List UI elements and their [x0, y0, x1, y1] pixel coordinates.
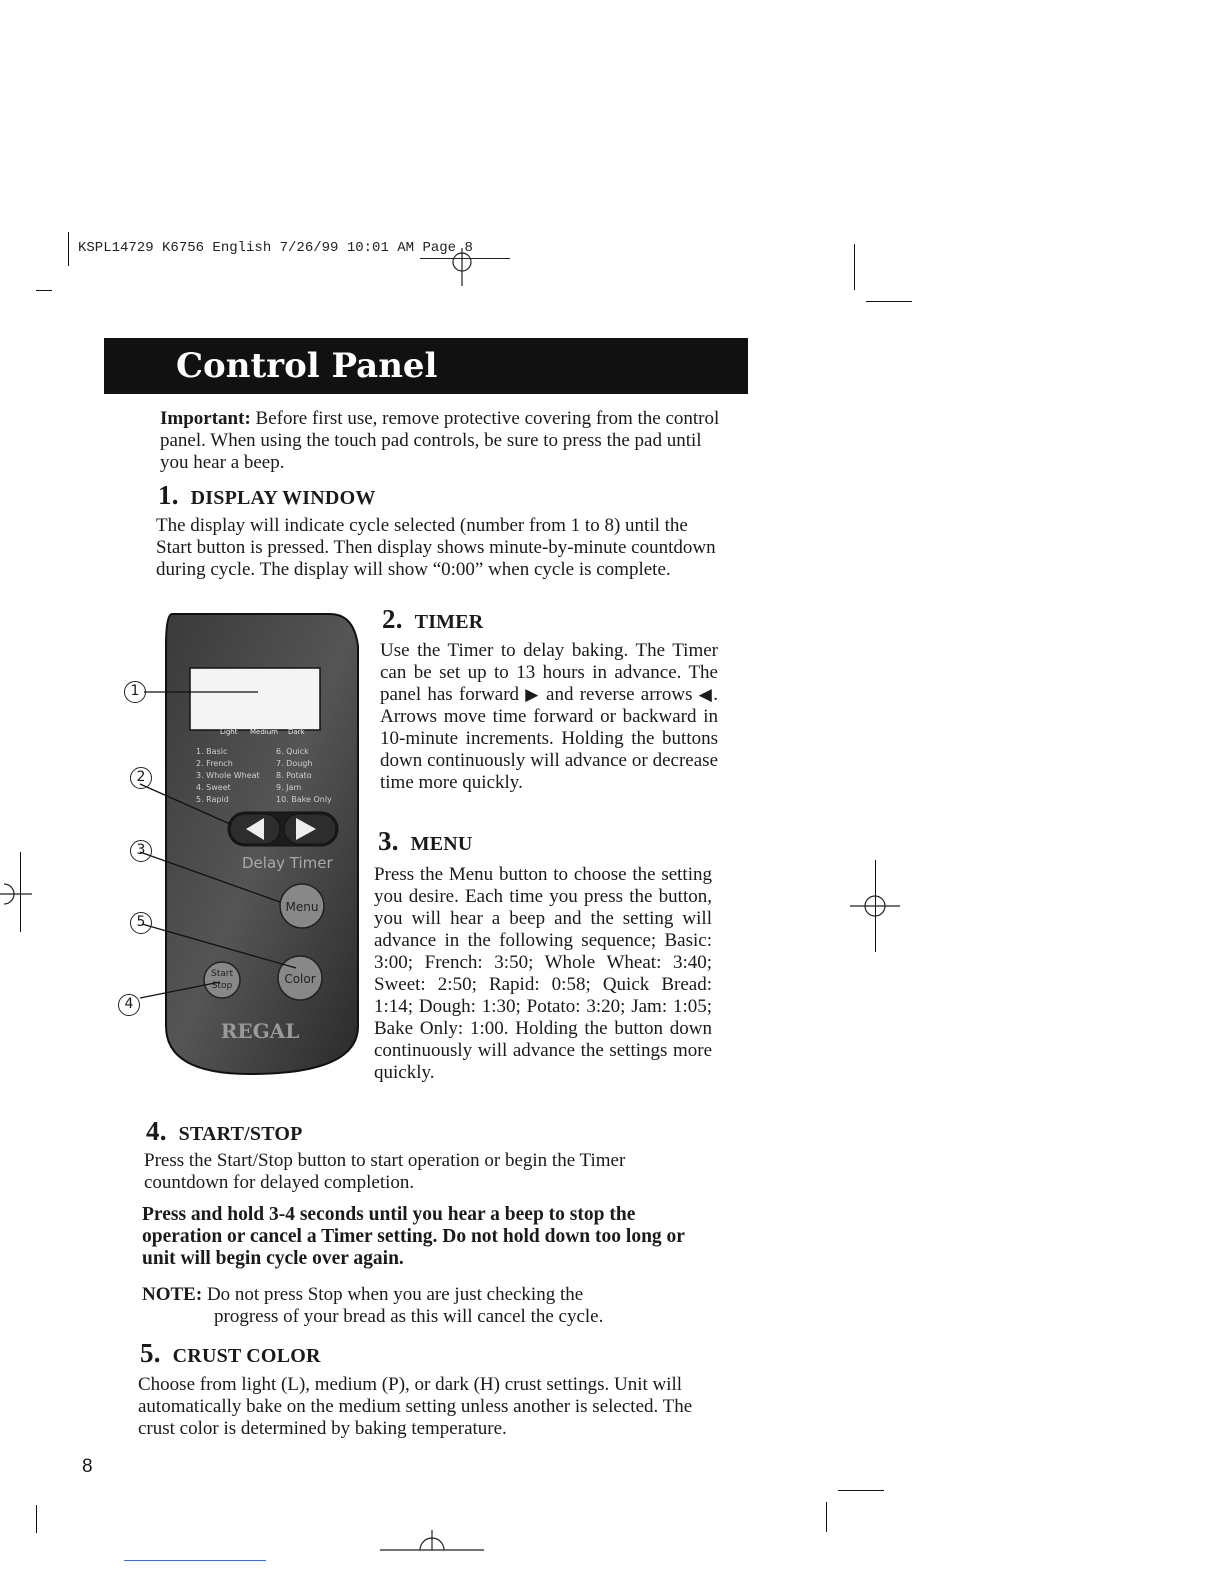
crop-mark: [866, 301, 912, 302]
menu-list-item: 9. Jam: [276, 783, 302, 792]
section-title: MENU: [410, 833, 473, 855]
menu-list-item: 8. Potato: [276, 771, 312, 780]
callout-5: 5: [130, 912, 152, 934]
section-heading-timer: [382, 604, 483, 635]
section-heading-start-stop: [146, 1116, 303, 1147]
crop-mark: [838, 1490, 884, 1491]
important-text: Before first use, remove protective covering from the control panel. When using the touch pad controls, be sure to press the pad until you hear a beep.: [160, 408, 720, 473]
title-banner: [104, 338, 748, 394]
crust-label-light: Light: [220, 728, 238, 736]
page-title: Control Panel: [176, 346, 438, 386]
reverse-arrow-icon: ◀: [698, 685, 714, 705]
section-number: 2.: [382, 604, 403, 634]
callout-3: 3: [130, 840, 152, 862]
important-label: Important:: [160, 408, 251, 429]
menu-list-item: 7. Dough: [276, 759, 313, 768]
callout-1: 1: [124, 681, 146, 703]
stop-button-label: Stop: [211, 981, 233, 991]
menu-button-label: Menu: [285, 900, 319, 914]
section-title: DISPLAY WINDOW: [190, 487, 376, 509]
section-number: 1.: [158, 480, 179, 510]
section-heading-menu: [378, 826, 473, 857]
crop-mark: [68, 232, 69, 266]
menu-list-item: 2. French: [196, 759, 233, 768]
delay-timer-label: Delay Timer: [242, 854, 333, 872]
registration-mark: [380, 1518, 490, 1558]
crust-label-dark: Dark: [288, 728, 305, 736]
crust-labels: [220, 728, 306, 736]
forward-arrow-icon: ▶: [525, 685, 540, 705]
menu-list-item: 10. Bake Only: [276, 795, 332, 804]
registration-mark: [850, 892, 900, 922]
page-number: 8: [82, 1456, 93, 1477]
crop-mark: [826, 1502, 827, 1532]
section-title: TIMER: [414, 611, 484, 633]
stop-warning: Press and hold 3-4 seconds until you hear a beep to stop the operation or cancel a Timer setting. Do not hold down too long or unit will begin cycle over again.: [142, 1204, 685, 1269]
crust-label-medium: Medium: [250, 728, 278, 736]
note: NOTE: Do not press Stop when you are just checking the progress of your bread as this will cancel the cycle.: [142, 1284, 604, 1327]
callout-4: 4: [118, 994, 140, 1016]
section-heading-crust: [140, 1338, 321, 1369]
note-label: NOTE:: [142, 1284, 203, 1305]
section-title: START/STOP: [178, 1123, 303, 1145]
menu-list-item: 6. Quick: [276, 747, 309, 756]
menu-list-item: 4. Sweet: [196, 783, 231, 792]
crop-mark: [36, 290, 52, 291]
section-number: 5.: [140, 1338, 161, 1368]
section-body-crust: Choose from light (L), medium (P), or dark (H) crust settings. Unit will automatically bake on the medium setting unless another is selected. The crust color is determined by baking temperature.: [138, 1374, 693, 1439]
slug-line: KSPL14729 K6756 English 7/26/99 10:01 AM Page 8: [78, 240, 473, 256]
section-body-display: The display will indicate cycle selected (number from 1 to 8) until the Start button is pressed. Then display shows minute-by-minute countdown during cycle. The display will show “0:00” when cycle is complete.: [156, 515, 716, 580]
brand-logo: REGAL: [220, 1019, 300, 1043]
color-button-label: Color: [284, 972, 316, 986]
section-body-start-stop: Press the Start/Stop button to start operation or begin the Timer countdown for delayed completion.: [144, 1150, 626, 1193]
section-number: 4.: [146, 1116, 167, 1146]
menu-list-item: 1. Basic: [196, 747, 228, 756]
start-button-label: Start: [211, 969, 233, 979]
crop-mark: [124, 1560, 266, 1561]
section-number: 3.: [378, 826, 399, 856]
section-body-menu: Press the Menu button to choose the setting you desire. Each time you press the button, you will hear a beep and the setting will advance in the following sequence; Basic: 3:00; French: 3:50; Whole Wheat: 3:40; Sweet: 2:50; Rapid: 0:58; Quick Bread: 1:14; Dough: 1:30; Potato: 3:20; Jam: 1:05; Bake Only: 1:00. Holding the button down continuously will advance the settings more quickly.: [374, 864, 712, 1083]
section-heading-display: [158, 480, 376, 511]
crop-mark: [36, 1505, 37, 1533]
section-body-timer: Use the Timer to delay baking. The Timer can be set up to 13 hours in advance. The panel has forward ▶ and reverse arrows ◀. Arrows move time forward or backward in 10-minute increments. Holding the buttons down continuously will advance or decrease time more quickly.: [380, 640, 718, 793]
registration-mark: [0, 880, 40, 910]
menu-list-item: 3. Whole Wheat: [196, 771, 260, 780]
section-title: CRUST COLOR: [172, 1345, 321, 1367]
slug-underline: [420, 258, 510, 259]
callout-2: 2: [130, 767, 152, 789]
menu-list-item: 5. Rapid: [196, 795, 229, 804]
important-paragraph: [160, 408, 728, 474]
crop-mark: [854, 244, 855, 290]
